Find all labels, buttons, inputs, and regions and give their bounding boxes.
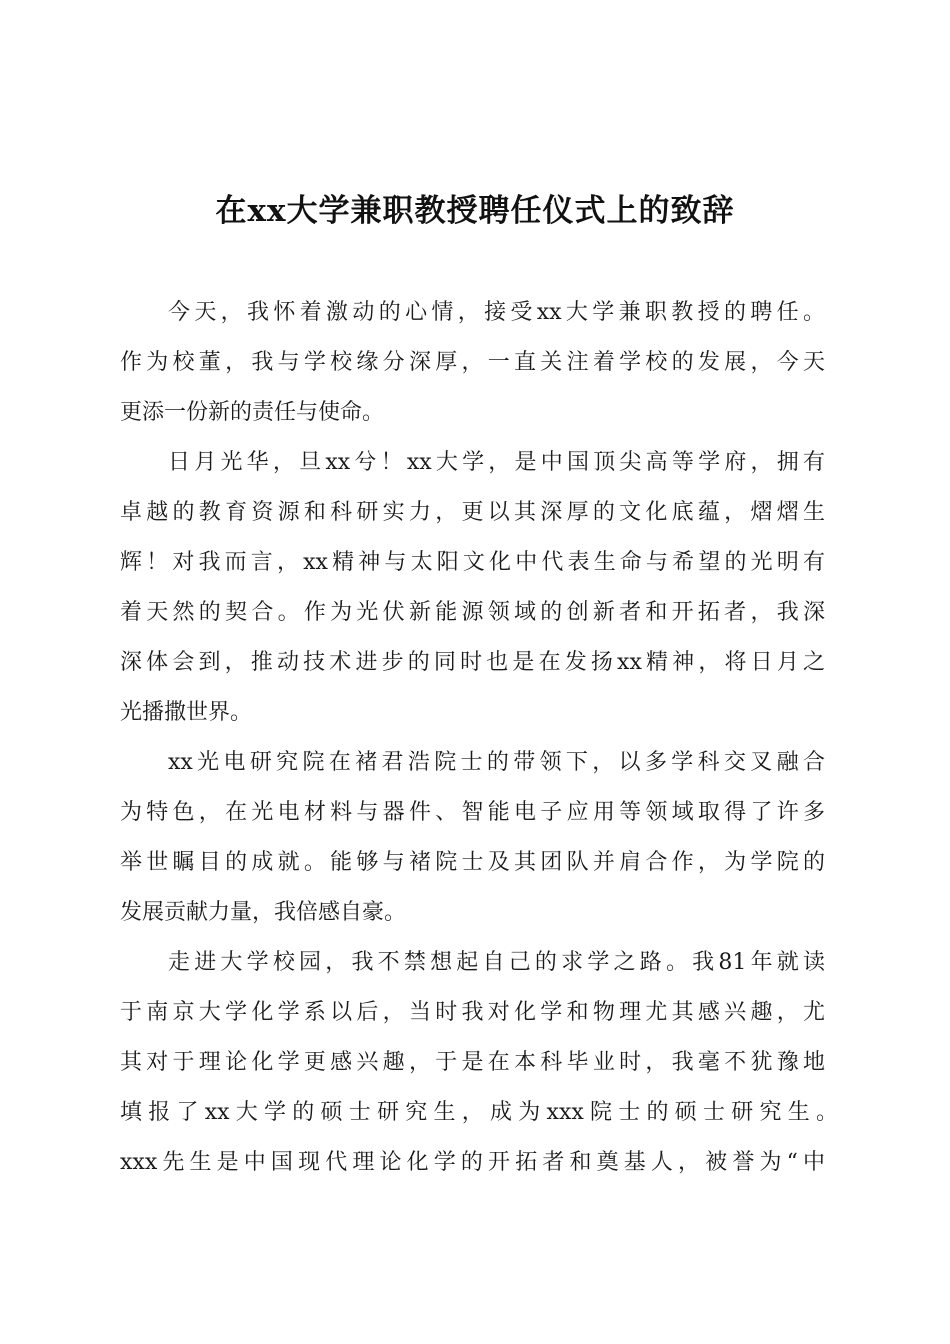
paragraph-4-line-4: 填报了xx大学的硕士研究生，成为xxx院士的硕士研究生。 xyxy=(120,1100,838,1125)
paragraph-3-line-3: 举世瞩目的成就。能够与褚院士及其团队并肩合作，为学院的 xyxy=(120,850,825,875)
paragraph-2-line-3: 辉！对我而言，xx精神与太阳文化中代表生命与希望的光明有 xyxy=(120,550,825,575)
paragraph-4-line-5: xxx先生是中国现代理论化学的开拓者和奠基人，被誉为“中 xyxy=(120,1150,825,1175)
paragraph-2-line-1: 日月光华，旦xx兮！xx大学，是中国顶尖高等学府，拥有 xyxy=(168,450,825,475)
paragraph-4-line-2: 于南京大学化学系以后，当时我对化学和物理尤其感兴趣，尤 xyxy=(120,1000,825,1025)
paragraph-2-line-2: 卓越的教育资源和科研实力，更以其深厚的文化底蕴，熠熠生 xyxy=(120,500,825,525)
paragraph-2-line-4: 着天然的契合。作为光伏新能源领域的创新者和开拓者，我深 xyxy=(120,600,825,625)
paragraph-1-line-1: 今天，我怀着激动的心情，接受xx大学兼职教授的聘任。 xyxy=(168,300,825,325)
paragraph-2-line-6: 光播撒世界。 xyxy=(120,700,253,725)
paragraph-3-line-1: xx光电研究院在褚君浩院士的带领下，以多学科交叉融合 xyxy=(168,750,825,775)
paragraph-1-line-2: 作为校董，我与学校缘分深厚，一直关注着学校的发展，今天 xyxy=(120,350,825,375)
document-title: 在xx大学兼职教授聘任仪式上的致辞 xyxy=(215,193,735,229)
paragraph-4-line-1: 走进大学校园，我不禁想起自己的求学之路。我81年就读 xyxy=(168,950,825,975)
paragraph-1-line-3: 更添一份新的责任与使命。 xyxy=(120,400,385,425)
paragraph-3-line-2: 为特色，在光电材料与器件、智能电子应用等领域取得了许多 xyxy=(120,800,825,825)
paragraph-3-line-4: 发展贡献力量，我倍感自豪。 xyxy=(120,900,407,925)
paragraph-4-line-3: 其对于理论化学更感兴趣，于是在本科毕业时，我毫不犹豫地 xyxy=(120,1050,825,1075)
paragraph-2-line-5: 深体会到，推动技术进步的同时也是在发扬xx精神，将日月之 xyxy=(120,650,825,675)
